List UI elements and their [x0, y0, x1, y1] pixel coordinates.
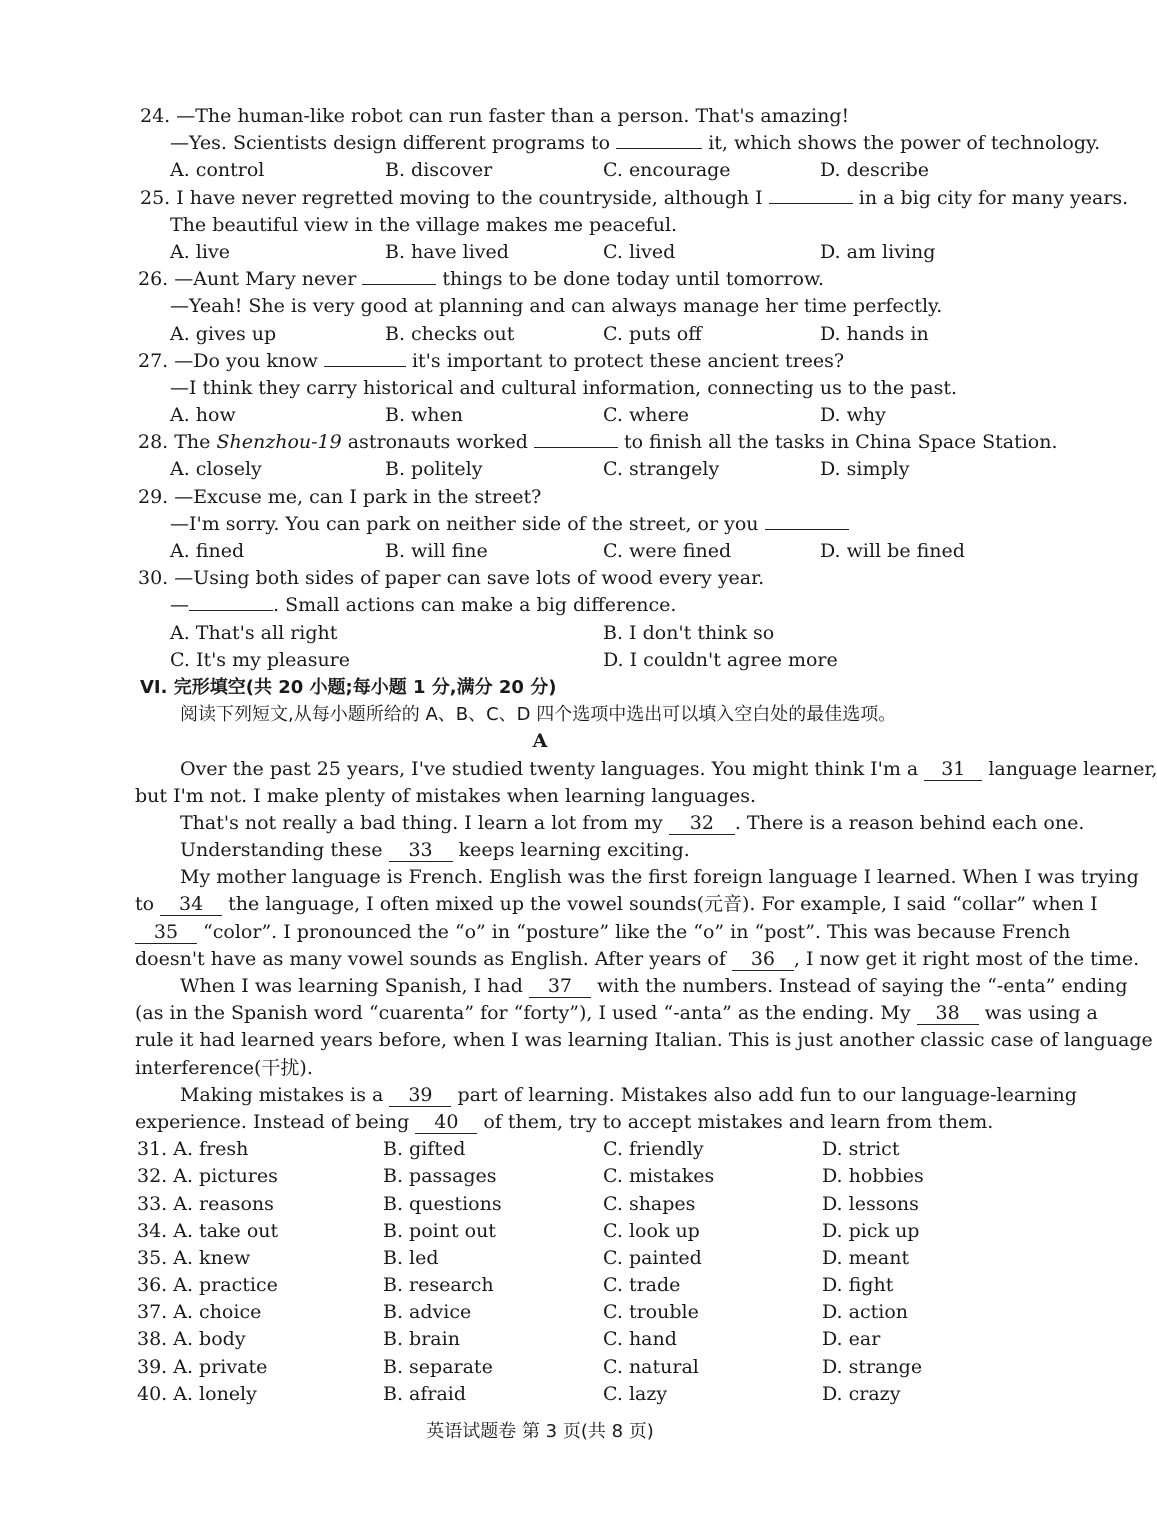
option-b: B. will fine — [385, 540, 488, 562]
passage-line: Making mistakes is a 39 part of learning. Mistakes also add fun to our language-learning — [180, 1083, 1077, 1106]
option-d: D. I couldn't agree more — [603, 648, 838, 671]
option-a: A. gives up — [170, 322, 277, 345]
option-a: A. live — [170, 240, 230, 263]
q30-blank — [189, 592, 273, 611]
choice-row: 32. A. pictures B. passages C. mistakes D. hobbies — [137, 1165, 924, 1188]
option-d: D. will be fined — [820, 540, 965, 562]
choice-row: 38. A. body B. brain C. hand D. ear — [137, 1328, 881, 1351]
q30-options-row1 — [0, 620, 1080, 647]
blank-34: 34 — [160, 893, 222, 916]
passage-line: That's not really a bad thing. I learn a lot from my 32 . There is a reason behind each one. — [180, 811, 1085, 834]
q26-blank — [362, 266, 436, 285]
passage-line: (as in the Spanish word “cuarenta” for “forty”), I used “-anta” as the ending. My 38 was using a — [135, 1002, 1098, 1025]
blank-38: 38 — [917, 1002, 979, 1025]
passage-line: rule it had learned years before, when I was learning Italian. This is just another classic case of language — [135, 1029, 1153, 1052]
blank-39: 39 — [389, 1084, 451, 1107]
blank-32: 32 — [669, 812, 735, 835]
option-a: A. That's all right — [170, 621, 338, 644]
option-b: B. have lived — [385, 240, 509, 263]
q29-line1: 29. —Excuse me, can I park in the street? — [138, 485, 542, 508]
option-c: C. strangely — [603, 458, 720, 481]
blank-35: 35 — [135, 921, 197, 944]
page-footer: 英语试题卷 第 3 页(共 8 页) — [426, 1421, 654, 1442]
q27-blank — [324, 348, 406, 367]
passage-line: 35 “color”. I pronounced the “o” in “posture” like the “o” in “post”. This was because French — [0, 919, 1080, 946]
option-c: C. It's my pleasure — [170, 648, 351, 671]
q25-blank — [769, 185, 853, 204]
passage-line: interference(干扰). — [135, 1056, 313, 1079]
q24-line2: —Yes. Scientists design different programs to it, which shows the power of technology. — [170, 132, 1101, 155]
option-b: B. politely — [385, 458, 483, 481]
choice-row: 37. A. choice B. advice C. trouble D. action — [137, 1301, 908, 1324]
q24-blank — [616, 130, 702, 149]
blank-37: 37 — [529, 975, 591, 998]
passage-line: When I was learning Spanish, I had 37 with the numbers. Instead of saying the “-enta” ending — [180, 975, 1128, 997]
passage-line: doesn't have as many vowel sounds as English. After years of 36 , I now get it right most of the time. — [135, 947, 1140, 970]
passage-line: experience. Instead of being 40 of them, try to accept mistakes and learn from them. — [135, 1110, 994, 1133]
passage-line: Over the past 25 years, I've studied twenty languages. You might think I'm a 31 language learner, — [180, 757, 1157, 780]
q30-options-row2 — [0, 647, 1080, 674]
passage-label: A — [532, 730, 548, 753]
exam-page — [0, 103, 1157, 1408]
option-a: A. closely — [170, 458, 262, 481]
choice-row: 36. A. practice B. research C. trade D. fight — [137, 1274, 894, 1297]
q28-options — [0, 456, 1080, 483]
option-d: D. describe — [820, 159, 929, 182]
passage-line: to 34 the language, I often mixed up the vowel sounds(元音). For example, I said “collar” when I — [135, 893, 1098, 916]
passage-line: My mother language is French. English was the first foreign language I learned. When I was trying — [180, 866, 1139, 889]
q27-line2: —I think they carry historical and cultural information, connecting us to the past. — [170, 376, 958, 399]
section-title: VI. 完形填空(共 20 小题;每小题 1 分,满分 20 分) — [140, 676, 557, 698]
q30-line1: 30. —Using both sides of paper can save lots of wood every year. — [138, 567, 765, 590]
option-b: B. checks out — [385, 322, 515, 345]
blank-40: 40 — [415, 1111, 477, 1134]
q25-options — [0, 239, 1080, 266]
option-a: A. fined — [170, 540, 245, 562]
choice-row: 35. A. knew B. led C. painted D. meant — [137, 1246, 910, 1269]
option-d: D. simply — [820, 458, 910, 481]
q29-options — [0, 538, 1080, 565]
section-instruction: 阅读下列短文,从每小题所给的 A、B、C、D 四个选项中选出可以填入空白处的最佳选项。 — [180, 704, 897, 726]
choice-row: 33. A. reasons B. questions C. shapes D. lessons — [137, 1192, 919, 1215]
q27-options — [0, 402, 1080, 429]
q29-line2: —I'm sorry. You can park on neither side of the street, or you — [0, 511, 1080, 538]
option-b: B. I don't think so — [603, 621, 775, 644]
option-c: C. lived — [603, 240, 676, 263]
blank-36: 36 — [732, 948, 794, 971]
option-b: B. discover — [385, 159, 493, 182]
q27-line1: 27. —Do you know it's important to protect these ancient trees? — [138, 349, 845, 372]
q28-blank — [534, 429, 618, 448]
q29-blank — [765, 511, 849, 530]
passage-line: but I'm not. I make plenty of mistakes when learning languages. — [135, 784, 756, 807]
q28-line1: 28. The Shenzhou-19 astronauts worked to finish all the tasks in China Space Station. — [138, 431, 1058, 454]
blank-31: 31 — [924, 758, 982, 781]
option-d: D. why — [820, 404, 886, 427]
q30-line2: — . Small actions can make a big difference. — [170, 594, 677, 617]
option-c: C. encourage — [603, 159, 731, 182]
option-c: C. were fined — [603, 540, 732, 562]
choice-row: 40. A. lonely B. afraid C. lazy D. crazy — [137, 1382, 901, 1405]
choice-row: 34. A. take out B. point out C. look up D. pick up — [137, 1219, 920, 1242]
choice-row: 39. A. private B. separate C. natural D. strange — [137, 1355, 923, 1378]
option-c: C. puts off — [603, 322, 702, 345]
blank-33: 33 — [389, 839, 453, 862]
option-b: B. when — [385, 404, 464, 427]
option-c: C. where — [603, 404, 690, 427]
q25-line1: 25. I have never regretted moving to the countryside, although I in a big city for many years. — [140, 186, 1129, 209]
passage-line: Understanding these 33 keeps learning exciting. — [180, 839, 690, 862]
option-a: A. how — [170, 404, 236, 427]
choice-row: 31. A. fresh B. gifted C. friendly D. strict — [137, 1138, 900, 1161]
q26-line1: 26. —Aunt Mary never things to be done today until tomorrow. — [138, 268, 825, 291]
q26-line2: —Yeah! She is very good at planning and can always manage her time perfectly. — [170, 295, 943, 318]
q25-line2: The beautiful view in the village makes me peaceful. — [170, 213, 678, 236]
q24-line1: 24. —The human-like robot can run faster than a person. That's amazing! — [140, 105, 850, 127]
option-d: D. am living — [820, 240, 936, 263]
q26-options — [0, 321, 1080, 348]
option-a: A. control — [170, 159, 265, 182]
option-d: D. hands in — [820, 322, 929, 345]
q24-options — [0, 157, 1080, 184]
